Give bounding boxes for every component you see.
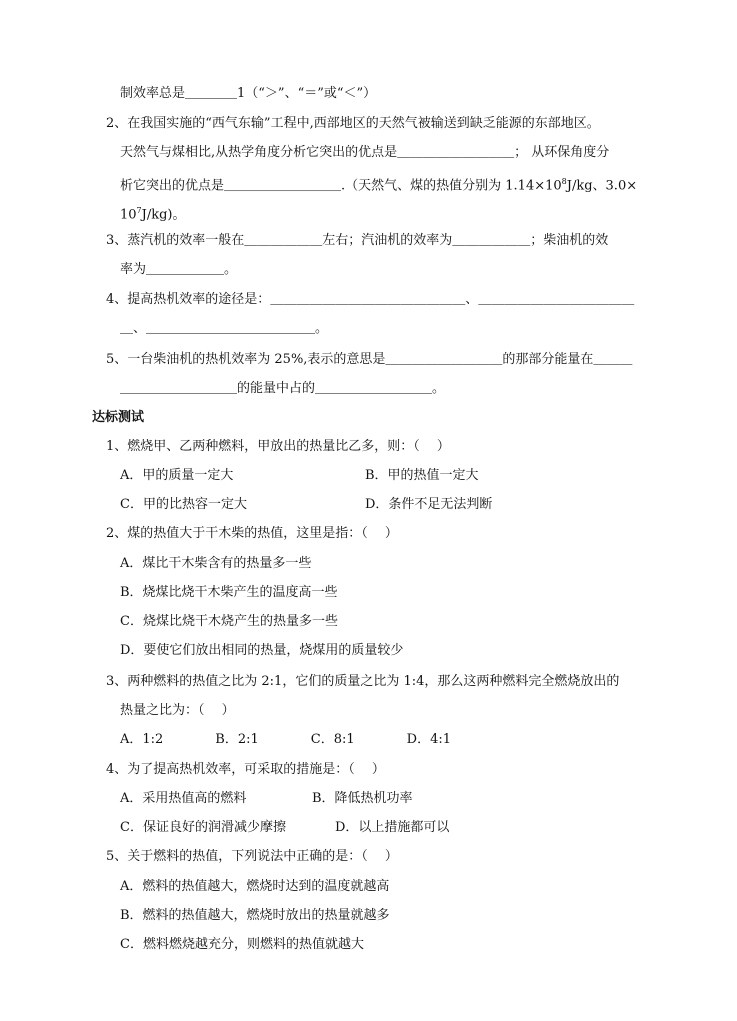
test-q1-option-a: A．甲的质量一定大 (120, 468, 234, 483)
test-q4-option-c: C．保证良好的润滑减少摩擦 (120, 820, 286, 835)
q2-line-3 (120, 172, 637, 196)
q2-line-4-text-a: 10 (120, 207, 137, 223)
test-q1: 1、燃烧甲、乙两种燃料，甲放出的热量比乙多，则：（ ） (106, 439, 450, 454)
q5-line-1: 5、一台柴油机的热机效率为 25%,表示的意思是＿＿＿＿＿＿＿＿＿的那部分能量在＿＿＿ (106, 352, 633, 367)
test-q2: 2、煤的热值大于干木柴的热值，这里是指：（ ） (106, 526, 398, 541)
test-q4-option-b: B．降低热机功率 (312, 791, 413, 806)
q2-line-2: 天然气与煤相比,从热学角度分析它突出的优点是＿＿＿＿＿＿＿＿＿； 从环保角度分 (120, 145, 610, 160)
q1-continuation: 制效率总是＿＿＿＿1（“＞”、“＝”或“＜”） (120, 86, 377, 101)
test-q4-option-a: A．采用热值高的燃料 (120, 791, 247, 806)
q2-line-3-exponent: 8 (561, 177, 567, 186)
q2-line-3-text-a: 析它突出的优点是＿＿＿＿＿＿＿＿＿.（天然气、煤的热值分别为 1.14×10 (120, 178, 562, 194)
q5-line-2: ＿＿＿＿＿＿＿＿＿的能量中占的＿＿＿＿＿＿＿＿＿。 (120, 381, 446, 396)
test-q2-option-b: B．烧煤比烧干木柴产生的温度高一些 (120, 585, 338, 600)
test-q5: 5、关于燃料的热值，下列说法中正确的是：（ ） (106, 849, 398, 864)
test-q4: 4、为了提高热机效率，可采取的措施是：（ ） (106, 762, 385, 777)
test-q1-option-d: D．条件不足无法判断 (365, 497, 493, 512)
test-q4-option-d: D．以上措施都可以 (335, 820, 450, 835)
test-q2-option-d: D．要使它们放出相同的热量，烧煤用的质量较少 (120, 643, 404, 658)
test-q2-option-a: A．煤比干木柴含有的热量多一些 (120, 556, 312, 571)
q4-line-1: 4、提高热机效率的途径是：＿＿＿＿＿＿＿＿＿＿＿＿＿＿＿、＿＿＿＿＿＿＿＿＿＿＿＿ (106, 292, 635, 307)
test-q1-option-b: B．甲的热值一定大 (365, 468, 479, 483)
section-title: 达标测试 (92, 410, 145, 425)
q3-line-2: 率为＿＿＿＿＿＿。 (120, 262, 238, 277)
test-q2-option-c: C．烧煤比烧干木烧产生的热量多一些 (120, 614, 338, 629)
q4-line-2: ＿、＿＿＿＿＿＿＿＿＿＿＿＿＿。 (120, 321, 329, 336)
q2-line-3-text-b: J/kg、3.0× (566, 178, 638, 194)
q2-line-4-exponent: 7 (136, 206, 142, 215)
test-q5-option-a: A．燃料的热值越大，燃烧时达到的温度就越高 (120, 879, 390, 894)
q2-line-4-text-b: J/kg)。 (141, 207, 186, 223)
test-q3-options: A．1:2 B．2:1 C．8:1 D．4:1 (120, 732, 451, 747)
q2-line-4 (120, 201, 186, 225)
test-q3-line-1: 3、两种燃料的热值之比为 2:1，它们的质量之比为 1:4，那么这两种燃料完全燃烧放出的 (106, 674, 620, 689)
test-q5-option-b: B．燃料的热值越大，燃烧时放出的热量就越多 (120, 908, 390, 923)
q2-line-1: 2、在我国实施的“西气东输”工程中,西部地区的天然气被输送到缺乏能源的东部地区。 (106, 116, 600, 131)
test-q5-option-c: C．燃料燃烧越充分，则燃料的热值就越大 (120, 937, 364, 952)
test-q1-option-c: C．甲的比热容一定大 (120, 497, 247, 512)
test-q3-line-2: 热量之比为：（ ） (120, 703, 235, 718)
q3-line-1: 3、蒸汽机的效率一般在＿＿＿＿＿＿左右；汽油机的效率为＿＿＿＿＿＿；柴油机的效 (106, 233, 609, 248)
